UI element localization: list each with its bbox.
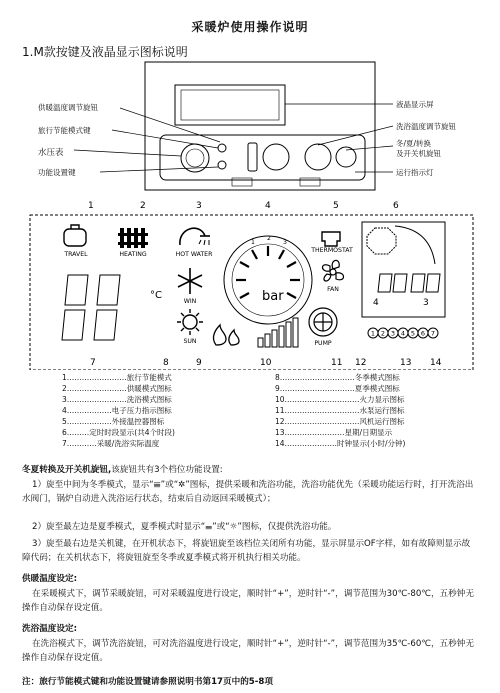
- legend-item: 5………………外接温控器图标: [62, 417, 165, 426]
- legend-item: 13……………………星期/日期显示: [275, 428, 393, 437]
- note: 注：旅行节能模式键和功能设置键请参照说明书第17页中的5-8项: [22, 677, 273, 687]
- bath-temp-heading: 洗浴温度设定:: [22, 624, 77, 634]
- label-function-key: 功能设置键: [38, 168, 76, 177]
- legend-item: 9…………………………夏季模式图标: [275, 384, 400, 393]
- gauge-tick-3: 3: [283, 239, 287, 246]
- hot-water-caption: HOT WATER: [175, 251, 213, 258]
- label-lcd: 液晶显示屏: [396, 100, 434, 109]
- callout-10: 10: [260, 358, 272, 368]
- legend-item: 7…………采暖/洗浴实际温度: [62, 439, 160, 448]
- control-strip: [160, 135, 365, 180]
- gauge-tick-1: 1: [251, 239, 255, 246]
- sun-caption: SUN: [183, 338, 197, 345]
- svg-text:6: 6: [420, 329, 426, 338]
- paragraph-summer-mode: 2）旋至最左边是夏季模式，夏季模式时显示“𝍢”或“☼”图标，仅提供洗浴功能。: [32, 522, 337, 532]
- bath-temp-knob: [305, 144, 331, 170]
- function-key-button: [218, 161, 226, 169]
- svg-text:3: 3: [390, 329, 396, 338]
- boiler-panel: [145, 62, 375, 190]
- paragraph-winter-mode: 1）旋至中间为冬季模式，显示“𝍣”或“✲”图标，提供采暖和洗浴功能，洗浴功能优先（采暖功能运行时，打开洗浴出水阀门，锅炉自动进入洗浴运行状态，结束后自动返回采暖模式）；: [22, 480, 474, 504]
- legend-item: 11…………………………水泵运行图标: [275, 406, 405, 415]
- legend-item: 1……………………旅行节能模式: [62, 373, 172, 382]
- callout-2: 2: [140, 201, 146, 211]
- paragraph-heating-temp: 在采暖模式下，调节采暖旋钮，可对采暖温度进行设定，顺时针“+”，逆时针“-”，调节范围为30℃-80℃，五秒钟无操作自动保存设定值。: [22, 589, 474, 613]
- svg-text:5: 5: [410, 329, 416, 338]
- legend-item: 6………定时时段显示(共4个时段): [62, 428, 175, 437]
- callout-8: 8: [163, 358, 169, 368]
- svg-text:1: 1: [370, 329, 376, 338]
- pump-icon: [309, 308, 337, 336]
- temperature-digits: [62, 275, 120, 340]
- legend-item: 4………………电子压力指示图标: [62, 406, 172, 415]
- callout-9: 9: [196, 358, 202, 368]
- svg-text:2: 2: [380, 329, 386, 338]
- travel-key-button: [218, 144, 226, 152]
- label-heat-knob: 供暖温度调节旋钮: [38, 103, 98, 112]
- flame-icon: [213, 325, 239, 345]
- snowflake-icon: [178, 268, 202, 294]
- thermostat-caption: THERMOSTAT: [311, 247, 353, 254]
- legend-item: 14…………………时钟显示(小时/分钟): [275, 439, 406, 448]
- icon-captions: [63, 235, 353, 347]
- weekday-row: [368, 328, 438, 338]
- travel-caption: TRAVEL: [64, 251, 88, 258]
- label-mode-switch-2: 及开关机旋钮: [396, 149, 441, 158]
- center-slot: [248, 143, 257, 171]
- label-bath-knob: 洗浴温度调节旋钮: [396, 122, 456, 131]
- label-travel-key: 旅行节能模式键: [38, 126, 91, 135]
- label-pressure-gauge: 水压表: [38, 148, 64, 158]
- svg-text:7: 7: [430, 329, 436, 338]
- fan-caption: FAN: [327, 286, 339, 293]
- callout-14: 14: [430, 358, 442, 368]
- legend-item: 8…………………………冬季模式图标: [275, 373, 400, 382]
- sun-icon: [177, 309, 203, 335]
- callout-4: 4: [265, 201, 271, 211]
- celsius-icon: °C: [150, 290, 162, 301]
- paragraph-off-mode: 3）旋至最右边是关机键，在开机状态下，将旋钮旋至该档位关闭所有功能，显示屏显示OF字样，如有故障则显示故障代码；在关机状态下，将旋钮旋至冬季或夏季模式将开机执行相关功能。: [22, 539, 471, 563]
- section-heading: 1.M款按键及液晶显示图标说明: [22, 45, 188, 59]
- win-caption: WIN: [183, 298, 197, 305]
- period-3: 3: [423, 298, 429, 308]
- callout-11: 11: [331, 358, 343, 368]
- heating-temp-heading: 供暖温度设定:: [22, 574, 77, 584]
- gauge-tick-2: 2: [267, 235, 271, 242]
- mode-switch-heading: 冬夏转换及开关机旋钮,该旋钮共有3个档位功能设置:: [22, 465, 223, 475]
- legend-item: 12…………………………风机运行图标: [275, 417, 405, 426]
- page-title: 采暖炉使用操作说明: [191, 20, 309, 34]
- foot-left: [232, 178, 252, 186]
- timer-display: [362, 222, 445, 317]
- pressure-gauge-icon: [224, 236, 312, 324]
- callout-3: 3: [196, 201, 202, 211]
- callout-12: 12: [355, 358, 367, 368]
- panel-body: [145, 62, 375, 190]
- fan-icon: [323, 260, 344, 281]
- travel-icon: [64, 225, 86, 246]
- callout-6: 6: [393, 201, 399, 211]
- label-mode-switch-1: 冬/夏/转换: [396, 139, 432, 148]
- label-run-light: 运行指示灯: [396, 168, 434, 177]
- pump-caption: PUMP: [314, 340, 332, 347]
- legend-left: [62, 372, 272, 449]
- lcd-window: [175, 85, 285, 125]
- legend-item: 2……………………供暖模式图标: [62, 384, 172, 393]
- lcd-diagram: [30, 201, 473, 370]
- period-4: 4: [373, 298, 379, 308]
- legend-item: 3……………………洗浴模式图标: [62, 395, 172, 404]
- thermostat-icon: [322, 232, 340, 246]
- shower-icon: [180, 228, 210, 245]
- callout-7: 7: [90, 358, 96, 368]
- paragraph-bath-temp: 在洗浴模式下，调节洗浴旋钮，可对洗浴温度进行设定，顺时针“+”，逆时针“-”，调节范围为35℃-60℃，五秒钟无操作自动保存设定值。: [22, 639, 474, 663]
- svg-text:4: 4: [400, 329, 406, 338]
- callout-1: 1: [88, 201, 94, 211]
- legend-item: 10…………………………火力显示图标: [275, 395, 405, 404]
- foot-right: [300, 178, 320, 186]
- callout-5: 5: [333, 201, 339, 211]
- legend-right: [275, 372, 475, 449]
- heat-temp-knob: [263, 144, 289, 170]
- radiator-icon: [118, 228, 148, 248]
- bar-unit: bar: [262, 289, 284, 304]
- lcd-window-inner: [181, 90, 279, 120]
- heating-caption: HEATING: [119, 251, 147, 258]
- callout-13: 13: [400, 358, 412, 368]
